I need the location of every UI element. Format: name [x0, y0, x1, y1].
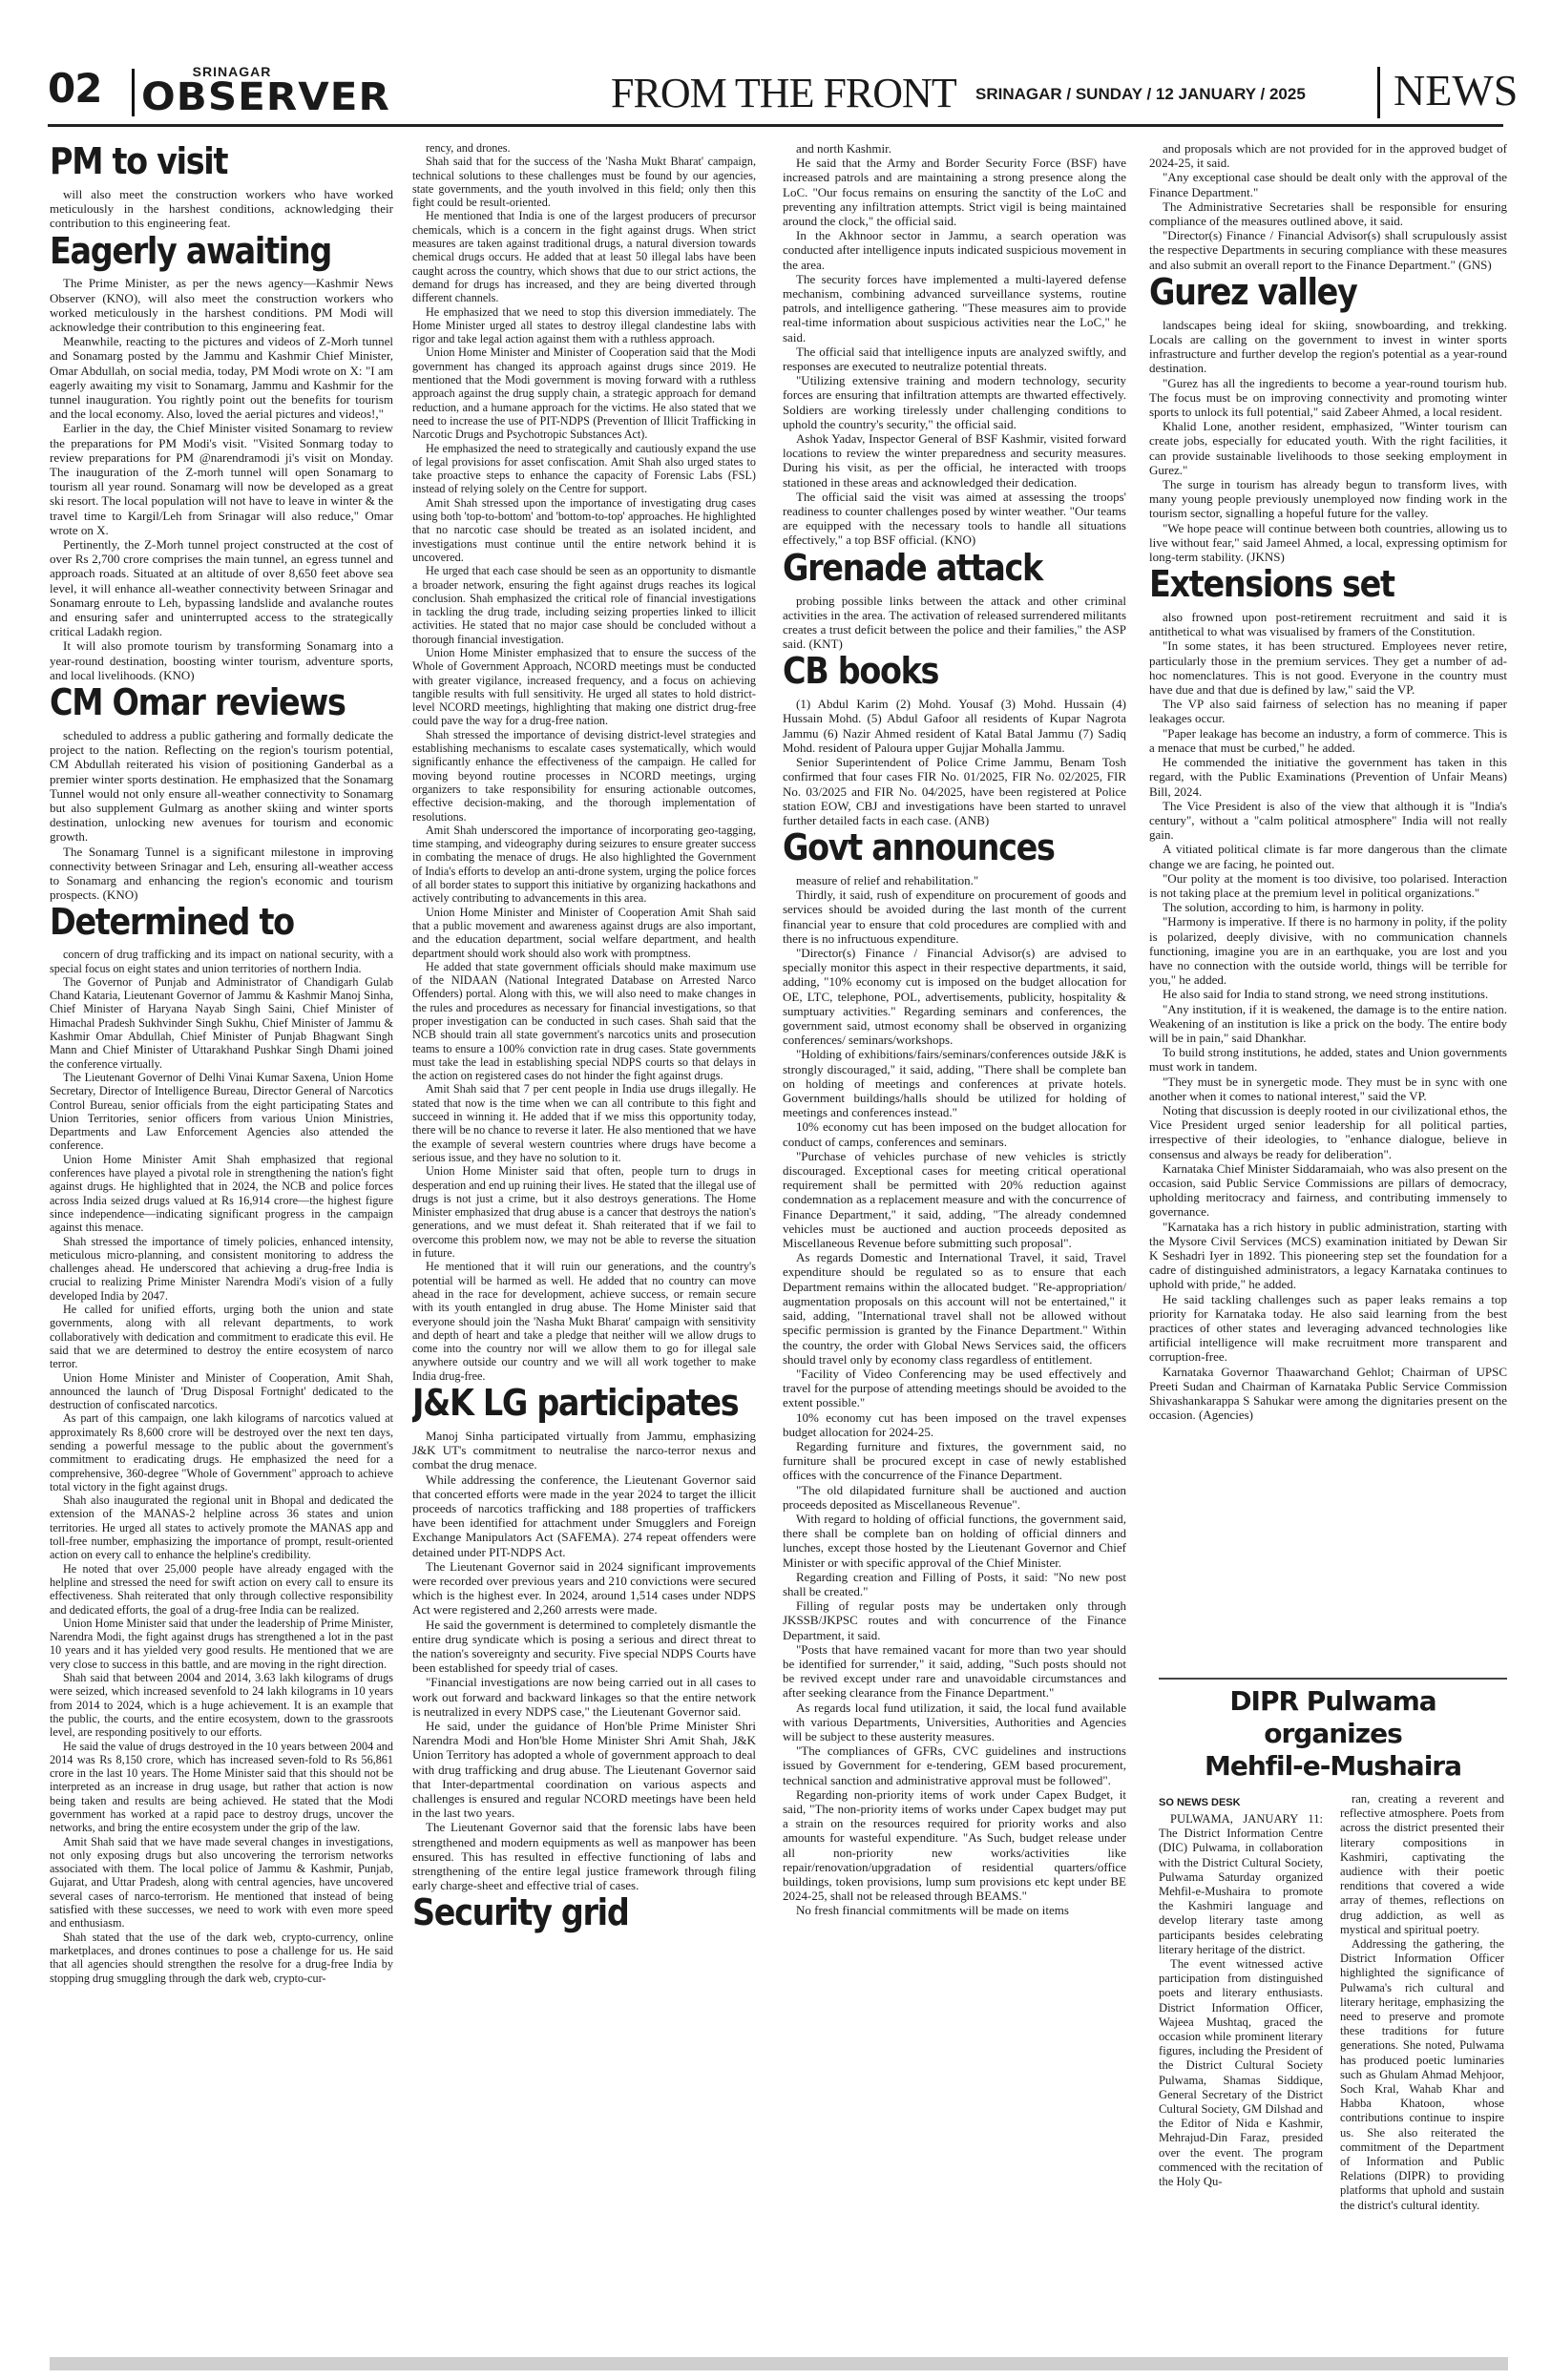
paragraph: The Governor of Punjab and Administrator of Chandigarh Gulab Chand Kataria, Lieutenant Governor of Jammu & Kashmir Manoj Sinha, Chief Minister of Haryana Nayab Singh Saini, Chief Minister of Himachal Pradesh Sukhvinder Singh Sukhu, Chief Minister of Jammu & Kashmir Omar Abdullah, Chief Minister of Punjab Bhagwant Singh Mann and Chief Minister of Uttarakhand Pushkar Singh Dhami joined the conference virtually. [50, 974, 393, 1071]
paragraph: The security forces have implemented a multi-layered defense mechanism, combining advanced surveillance systems, routine patrols, and intelligence gathering. "These measures aim to provide real-time information about suspicious activities near the LoC," he said. [783, 271, 1126, 344]
headline-determined-to: Determined to [50, 901, 294, 944]
paragraph: Shah also inaugurated the regional unit in Bhopal and dedicated the extension of the MANAS-2 helpline across 36 states and union territories. He urged all states to actively promote the MANAS app and toll-free number, emphasizing the importance of prompt, result-oriented action on every call to enhance the helpline's credibility. [50, 1493, 393, 1562]
masthead-divider [1377, 67, 1380, 118]
paragraph: "Our polity at the moment is too divisive, too polarised. Interaction is not taking place at the premium level in political organizations." [1149, 870, 1507, 900]
paragraph: "The compliances of GFRs, CVC guidelines and instructions issued by Government for e-tendering, GEM based procurement, technical sanction and administrative approval must be followed". [783, 1743, 1126, 1787]
column-4 [1149, 141, 1507, 1668]
paragraph: and proposals which are not provided for in the approved budget of 2024-25, it said. [1149, 141, 1507, 171]
paragraph: "Facility of Video Conferencing may be used effectively and travel for the purpose of attending meetings should be avoided to the extent possible." [783, 1366, 1126, 1410]
column-3 [783, 141, 1126, 2374]
paragraph: "Posts that have remained vacant for more than two year should be identified for surrender," it said, adding, "Such posts should not be revived except under rare and unavoidable circumstances and after seeking clearance from the Finance Department." [783, 1641, 1126, 1701]
paragraph: landscapes being ideal for skiing, snowboarding, and trekking. Locals are calling on the government to invest in winter sports infrastructure and further develop the region's potential as a year-round destination. [1149, 317, 1507, 376]
headline-extensions-set: Extensions set [1149, 563, 1394, 606]
paragraph: Amit Shah underscored the importance of incorporating geo-tagging, time stamping, and videography during seizures to ensure greater success in combating the menace of drugs. He also highlighted the Government of India's efforts to develop an anti-drone system, urging the police forces of all border states to support this initiative by organizing hackathons and actively contributing to advancements in this area. [412, 823, 756, 906]
paragraph: Union Home Minister said that under the leadership of Prime Minister, Narendra Modi, the fight against drugs has strengthened a lot in the past 10 years and it has yielded very good results. He mentioned that we are very close to success in this battle, and are moving in the right direction. [50, 1616, 393, 1671]
headline-govt-announces: Govt announces [783, 826, 1055, 869]
box-headline [1159, 1685, 1507, 1783]
paragraph: Union Home Minister said that often, people turn to drugs in desperation and end up ruining their lives. He stated that the illegal use of drugs is not just a crime, but it also destroys generations. The Home Minister emphasized that drug abuse is a cancer that destroys the nation's generations, and we must defeat it. Shah reiterated that if we fail to overcome this problem now, we may not be able to reverse the situation in future. [412, 1164, 756, 1261]
paragraph: (1) Abdul Karim (2) Mohd. Yousaf (3) Mohd. Hussain (4) Hussain Mohd. (5) Abdul Gafoor all residents of Kupar Nagrota Jammu (6) Nazir Ahmed resident of Katal Batal Jammu (7) Sadiq Mohd. resident of Paloura upper Gujjar Mohalla Jammu. [783, 697, 1126, 755]
paragraph: He emphasized the need to strategically and cautiously expand the use of legal provisions for asset confiscation. Amit Shah also urged states to take proactive steps to enhance the capacity of Forensic Labs (FSL) instead of relying solely on the Centre for support. [412, 441, 756, 496]
column-2 [412, 141, 756, 2374]
paragraph: The official said the visit was aimed at assessing the troops' readiness to counter challenges posed by winter weather. "Our teams are equipped with the necessary tools to handle all situations effectively," a top BSF official. (KNO) [783, 489, 1126, 548]
paragraph: Karnataka Governor Thaawarchand Gehlot; Chairman of UPSC Preeti Sudan and Chairman of Karnataka Public Service Commission Shivashankarappa S Sahukar were among the dignitaries present on the occasion. (Agencies) [1149, 1364, 1507, 1423]
paragraph: "Financial investigations are now being carried out in all cases to work out forward and backward linkages so that the entire network is neutralized in every NDPS case," the Lieutenant Governor said. [412, 1675, 756, 1719]
paragraph: probing possible links between the attack and other criminal activities in the area. The activation of released surrendered militants creates a trust deficit between the police and their families," the ASP said. (KNT) [783, 593, 1126, 652]
masthead-divider [132, 69, 135, 116]
paragraph: "Director(s) Finance / Financial Advisor(s) shall scrupulously assist the respective Departments in securing compliance with these measures and also submit an overall report to the Finance Department." (GNS) [1149, 228, 1507, 272]
section-title: FROM THE FRONT [611, 70, 956, 116]
paragraph: "They must be in synergetic mode. They must be in sync with one another when it comes to national interest," said the VP. [1149, 1074, 1507, 1103]
headline-jk-lg-participates: J&K LG participates [412, 1382, 739, 1425]
paragraph: The event witnessed active participation from distinguished poets and literary enthusiasts. District Information Officer, Wajeea Mushtaq, graced the occasion while prominent literary figures, including the President of the District Cultural Society Pulwama, Shamas Siddique, General Secretary of the District Cultural Society, GM Dilshad and the Editor of Nida e Kashmir, Mehrajud-Din Faraz, presided over the event. The program commenced with the recitation of the Holy Qu- [1159, 1957, 1323, 2189]
paragraph: Khalid Lone, another resident, emphasized, "Winter tourism can create jobs, especially for educated youth. With the right facilities, it can provide sustainable livelihoods to those seeking employment in Gurez." [1149, 419, 1507, 477]
paragraph: Shah said that between 2004 and 2014, 3.63 lakh kilograms of drugs were seized, which increased sevenfold to 24 lakh kilograms in 10 years from 2014 to 2024, which is a huge achievement. It is an example that the public, the courts, and the entire ecosystem, down to the grassroots level, are responding positively to our efforts. [50, 1671, 393, 1740]
paragraph: ran, creating a reverent and reflective atmosphere. Poets from across the district presented their literary compositions in Kashmiri, captivating the audience with their poetic renditions that covered a wide array of themes, reflections on drug addiction, as well as mystical and spiritual poetry. [1340, 1792, 1504, 1936]
paragraph: As regards local fund utilization, it said, the local fund available with various Departments, Universities, Authorities and Agencies will be subject to these austerity measures. [783, 1700, 1126, 1743]
headline-pm-to-visit: PM to visit [50, 141, 228, 182]
paragraph: and north Kashmir. [796, 141, 892, 156]
paragraph: scheduled to address a public gathering and formally dedicate the project to the nation. Reflecting on the region's tourism potential, CM Abdullah reiterated his vision of positioning Ganderbal as a premier winter sports destination. He emphasized that the Sonamarg Tunnel would not only ensure all-weather connectivity to Sonamarg but also supplement Gulmarg as another skiing and winter sports destination, unlocking new avenues for tourism and economic growth. [50, 727, 393, 845]
column-1 [50, 141, 393, 2374]
box-headline-line-1: DIPR Pulwama organizes [1229, 1685, 1436, 1749]
paragraph: Union Home Minister emphasized that to ensure the success of the Whole of Government Approach, NCORD meetings must be conducted with greater vigilance, increased frequency, and a focus on achieving tangible results with full sensitivity. He urged all states to hold district-level NCORD meetings, highlighting that making one district drug-free could pave the way for a drug-free nation. [412, 645, 756, 728]
paragraph: The Lieutenant Governor of Delhi Vinai Kumar Saxena, Union Home Secretary, Director of Intelligence Bureau, Director General of Narcotics Control Bureau, senior officials from the eight participating States and Union Territories, senior officers from various Union Ministries, Departments and Law Enforcement Agencies also attended the conference. [50, 1070, 393, 1153]
paragraph: Addressing the gathering, the District Information Officer highlighted the significance of Pulwama's rich cultural and literary heritage, emphasizing the need to preserve and promote these traditions for future generations. She noted, Pulwama has produced poetic luminaries such as Ghulam Ahmad Mehjoor, Soch Kral, Wahab Khar and Habba Khatoon, whose contributions continue to inspire us. She also reiterated the commitment of the Department of Information and Public Relations (DIPR) to providing platforms that uphold and sustain the district's cultural identity. [1340, 1937, 1504, 2212]
paragraph: will also meet the construction workers who have worked meticulously in the harshest conditions, acknowledging their contribution to this engineering feat. [50, 186, 393, 231]
paragraph: The solution, according to him, is harmony in polity. [1163, 900, 1424, 915]
paragraph: He called for unified efforts, urging both the union and state governments, along with all relevant departments, to work collaboratively with dedication and commitment to eradicate this evil. He said that we are determined to destroy the entire ecosystem of narco terror. [50, 1303, 393, 1371]
paragraph: "Purchase of vehicles purchase of new vehicles is strictly discouraged. Exceptional cases for meeting critical operational requirement shall be permitted with 20% reduction against condemnation as a replacement measure and with the concurrence of Finance Department," it said, adding, "The already condemned vehicles must be auctioned and auction proceeds deposited as Miscellaneous Revenue before submitting such proposal". [783, 1148, 1126, 1251]
paragraph: Union Home Minister and Minister of Cooperation said that the Modi government has changed its approach against drugs since 2019. He mentioned that the Modi government is moving forward with a ruthless approach against the drug supply chain, a strategic approach for demand reduction, and a humane approach for the victims. He also stated that we need to increase the use of PIT-NDPS (Prevention of Illicit Trafficking in Narcotic Drugs and Psychotropic Substances Act). [412, 345, 756, 442]
dateline: SRINAGAR / SUNDAY / 12 JANUARY / 2025 [975, 85, 1306, 103]
box-column-1 [1159, 1792, 1323, 2189]
paragraph: Regarding non-priority items of work under Capex Budget, it said, "The non-priority items of works under Capex budget may put a strain on the resources required for priority works and also amounts for wasteful expenditure. "As Such, budget release under all non-priority new works/activities like repair/renovation/upgradation of residential quarters/office buildings, token provisions, lump sum provisions etc kept under BE 2024-25, shall not be released through BEAMS." [783, 1786, 1126, 1904]
box-headline-line-2: Mehfil-e-Mushaira [1205, 1750, 1461, 1782]
paragraph: Shah said that for the success of the 'Nasha Mukt Bharat' campaign, technical solutions to these challenges must be found by our agencies, state governments, and the youth involved in this field; only then this fight could be result-oriented. [412, 155, 756, 210]
paragraph: To build strong institutions, he added, states and Union governments must work in tandem. [1149, 1045, 1507, 1075]
paragraph: He commended the initiative the government has taken in this regard, with the Public Examinations (Prevention of Unfair Means) Bill, 2024. [1149, 755, 1507, 799]
paragraph: "Gurez has all the ingredients to become a year-round tourism hub. The focus must be on improving connectivity and promoting winter sports to unlock its full potential," said Zabeer Ahmed, a local resident. [1149, 375, 1507, 419]
story-box-mehfil-e-mushaira [1159, 1678, 1507, 2372]
paragraph: 10% economy cut has been imposed on the travel expenses budget allocation for 2024-25. [783, 1409, 1126, 1439]
paragraph: "Harmony is imperative. If there is no harmony in polity, if the polity is polarized, deeply divisive, with no communication channels functioning, imagine you are in an earthquake, you are lost and you have no connection with the outside world, things will be terrible for you," he added. [1149, 914, 1507, 988]
paragraph: He emphasized that we need to stop this diversion immediately. The Home Minister urged all states to destroy illegal clandestine labs with rigor and take legal action against them with a ruthless approach. [412, 304, 756, 346]
paragraph: Ashok Yadav, Inspector General of BSF Kashmir, visited forward locations to review the winter preparedness and security measures. During his visit, as per the official, he interacted with troops stationed in these areas and acknowledged their dedication. [783, 431, 1126, 490]
paragraph: The Lieutenant Governor said that the forensic labs have been strengthened and modern equipments as well as manpower has been ensured. This has resulted in effective functioning of labs and strengthening of the entire legal justice framework through filing early charge-sheet and effective trial of cases. [412, 1820, 756, 1893]
paragraph: Noting that discussion is deeply rooted in our civilizational ethos, the Vice President urged senior leadership for all political parties, irrespective of their ideologies, to "enhance dialogue, believe in consensus and always be ready for deliberation". [1149, 1102, 1507, 1161]
paragraph: "Any exceptional case should be dealt only with the approval of the Finance Department." [1149, 170, 1507, 199]
paragraph: "In some states, it has been structured. Employees never retire, particularly those in the premium services. They get a number of ad-hoc nomenclatures. This is not good. Everyone in the country must have due and that due is defined by law," said the VP. [1149, 638, 1507, 698]
paragraph: Shah stressed the importance of timely policies, enhanced intensity, meticulous micro-planning, and consistent monitoring to address the challenges ahead. He underscored that achieving a drug-free India is crucial to realizing Prime Minister Narendra Modi's vision of a fully developed India by 2047. [50, 1234, 393, 1303]
paragraph: He said the government is determined to completely dismantle the entire drug syndicate which is posing a serious and direct threat to the nation's sovereignty and security. Five special NDPS Courts have been established for speedy trial of cases. [412, 1617, 756, 1676]
paragraph: measure of relief and rehabilitation." [796, 873, 979, 887]
paragraph: The Prime Minister, as per the news agency—Kashmir News Observer (KNO), will also meet the construction workers who worked meticulously in the harshest conditions. PM Modi will acknowledge their contribution to this engineering feat. [50, 276, 393, 334]
logo-title: OBSERVER [141, 75, 390, 119]
paragraph: 10% economy cut has been imposed on the budget allocation for conduct of camps, conferences and seminars. [783, 1119, 1126, 1149]
page-number: 02 [48, 65, 102, 112]
paragraph: Amit Shah said that 7 per cent people in India use drugs illegally. He stated that now is the time when we can all contribute to this fight and succeed in winning it. He added that if we miss this opportunity today, there will be no chance to reverse it later. He also mentioned that we have the example of several western countries where drugs have become a serious issue, and they have no solution to it. [412, 1082, 756, 1164]
paragraph: "Holding of exhibitions/fairs/seminars/conferences outside J&K is strongly discouraged," it said, adding, "There shall be complete ban on holding of meetings and conferences at private hotels. Government buildings/halls should be utilized for holding of meetings and conferences instead." [783, 1047, 1126, 1120]
paragraph: He said tackling challenges such as paper leaks remains a top priority for Karnataka today. He also said learning from the best practices of other states and leveraging advanced technologies like artificial intelligence will make recruitment more transparent and corruption-free. [1149, 1291, 1507, 1365]
paragraph: He added that state government officials should make maximum use of the NIDAAN (National Integrated Database on Arrested Narco Offenders) portal. Along with this, we will also need to make changes in the rules and procedures as necessary for financial investigations, so that proper investigation can be conducted in such cases. Shah said that the NCB should train all state government's narcotics units and prosecution teams to ensure a 100% conviction rate in drug cases. State governments must take the lead in establishing special NDPS courts so that delays in the action on registered cases do not hinder the fight against drugs. [412, 959, 756, 1083]
paragraph: While addressing the conference, the Lieutenant Governor said that concerted efforts were made in the year 2024 to target the illicit proceeds of narcotics trafficking and 188 properties of traffickers have been identified for attachment under Smugglers and Foreign Exchange Manipulators Act (SAFEMA). 274 repeat offenders were detained under PIT-NDPS Act. [412, 1472, 756, 1559]
paragraph: A vitiated political climate is far more dangerous than the climate change we are facing, he pointed out. [1149, 842, 1507, 871]
headline-eagerly-awaiting: Eagerly awaiting [50, 229, 331, 272]
paragraph: Amit Shah stressed upon the importance of investigating drug cases using both 'top-to-bottom' and 'bottom-to-top' approaches. He highlighted that no narcotic case should be treated as an isolated incident, and investigations must continue until the entire network behind it is uncovered. [412, 495, 756, 564]
paragraph: With regard to holding of official functions, the government said, there shall be complete ban on holding of official dinners and lunches, except those hosted by the Lieutenant Governor and Chief Minister or with specific approval of the Chief Minister. [783, 1511, 1126, 1570]
paragraph: Shah stressed the importance of devising district-level strategies and establishing mechanisms to escalate cases systematically, which would significantly enhance the effectiveness of the campaign. He called for moving beyond routine processes in NCORD meetings, urging organizers to take responsibility for ensuring actionable outcomes, effective decision-making, and the thorough implementation of resolutions. [412, 727, 756, 824]
paragraph: "Utilizing extensive training and modern technology, security forces are ensuring that infiltration attempts are thwarted effectively. Soldiers are working tirelessly under challenging conditions to uphold the country's security," the official said. [783, 373, 1126, 431]
paragraph: Pertinently, the Z-Morh tunnel project constructed at the cost of over Rs 2,700 crore comprises the main tunnel, an egress tunnel and approach roads. Situated at an altitude of over 8,650 feet above sea level, it will enhance all-weather connectivity between Srinagar and Sonamarg enroute to Leh, bypassing landslide and avalanche routes and ensuring safer and uninterrupted access to the strategically critical Ladakh region. [50, 537, 393, 639]
paragraph: also frowned upon post-retirement recruitment and said it is antithetical to what was visualised by framers of the Constitution. [1149, 610, 1507, 639]
paragraph: "Paper leakage has become an industry, a form of commerce. This is a menace that must be curbed," he added. [1149, 725, 1507, 755]
paragraph: As part of this campaign, one lakh kilograms of narcotics valued at approximately Rs 8,600 crore will be destroyed over the next ten days, sending a powerful message to the public about the government's commitment to eradicating drugs. He emphasized the need for a comprehensive, 360-degree "Whole of Government" approach to achieve total victory in the fight against drugs. [50, 1411, 393, 1493]
paragraph: In the Akhnoor sector in Jammu, a search operation was conducted after intelligence inputs indicated suspicious movement in the area. [783, 228, 1126, 272]
paragraph: Union Home Minister Amit Shah emphasized that regional conferences have played a pivotal role in strengthening the nation's fight against drugs. He highlighted that in 2024, the NCB and police forces across India seized drugs valued at Rs 16,914 crore—the highest figure since independence—indicating significant progress in the campaign against this menace. [50, 1152, 393, 1235]
paragraph: He mentioned that it will ruin our generations, and the country's potential will be harmed as well. He added that no country can move ahead in the race for development, achieve success, or remain secure with its youth entangled in drug abuse. The Home Minister said that everyone should join the 'Nasha Mukt Bharat' campaign with sensitivity and depth of heart and take a pledge that neither will we allow drugs to come into the country nor will we allow them to go for illegal sale anywhere outside our country and we will all work together to make India drug-free. [412, 1260, 756, 1383]
paragraph: Union Home Minister and Minister of Cooperation Amit Shah said that a public movement and awareness against drugs are also important, and the education department, social welfare department, and health department should work should also work with promptness. [412, 905, 756, 960]
paragraph: He urged that each case should be seen as an opportunity to dismantle a broader network, ensuring the fight against drugs reaches its logical conclusion. Shah emphasized the critical role of financial investigations in tackling the drug trade, including seizing properties linked to illicit activities. He stated that no major case should be concluded without a thorough financial investigation. [412, 564, 756, 646]
paragraph: Thirdly, it said, rush of expenditure on procurement of goods and services should be avoided during the last month of the current financial year to ensure that cold procedures are complied with and there is no infructuous expenditure. [783, 887, 1126, 946]
paragraph: It will also promote tourism by transforming Sonamarg into a year-round destination, boosting winter tourism, adventure sports, and local livelihoods. (KNO) [50, 638, 393, 682]
paragraph: The VP also said fairness of selection has no meaning if paper leakages occur. [1149, 697, 1507, 726]
paragraph: The Vice President is also of the view that although it is "India's century", without a "calm political atmosphere" India will not really gain. [1149, 798, 1507, 843]
headline-grenade-attack: Grenade attack [783, 546, 1042, 589]
paragraph: The surge in tourism has already begun to transform lives, with many young people previously unemployed now finding work in the tourism sector, signalling a hopeful future for the valley. [1149, 476, 1507, 521]
headline-gurez-valley: Gurez valley [1149, 270, 1357, 313]
logo-city: SRINAGAR [192, 64, 272, 79]
paragraph: He noted that over 25,000 people have already engaged with the helpline and stressed the need for swift action on every call to ensure its effectiveness. Shah reiterated that only through collective responsibility and dedicated efforts, the goal of a drug-free India can be realized. [50, 1561, 393, 1617]
paragraph: "We hope peace will continue between both countries, allowing us to live without fear," said Jameel Ahmed, a local, expressing optimism for long-term stability. (JKNS) [1149, 520, 1507, 564]
headline-security-grid: Security grid [412, 1891, 629, 1934]
byline: SO NEWS DESK [1159, 1797, 1241, 1808]
paragraph: Senior Superintendent of Police Crime Jammu, Benam Tosh confirmed that four cases FIR No. 01/2025, FIR No. 02/2025, FIR No. 03/2025 and FIR No. 04/2025, have been registered at Police station EOW, CBJ and investigations have been started to unravel further detailed facts in each case. (ANB) [783, 755, 1126, 827]
page-bottom-rule [50, 2357, 1508, 2370]
paragraph: Earlier in the day, the Chief Minister visited Sonamarg to review the preparations for PM Modi's visit. "Visited Sonmarg today to review preparations for PM @narendramodi ji's visit on Monday. The inauguration of the Z-morh tunnel will open Sonamarg to tourism all year round. Sonamarg will now be developed as a great ski resort. The local population will not have to leave in winter & the travel time to Kargil/Leh from Srinagar will also reduce," Omar wrote on X. [50, 421, 393, 537]
paragraph: The Administrative Secretaries shall be responsible for ensuring compliance of the measures outlined above, it said. [1149, 198, 1507, 229]
paragraph: The Lieutenant Governor said in 2024 significant improvements were recorded over previous years and 210 convictions were secured which is the highest ever. In 2024, around 1,514 cases under NDPS Act were registered and 2,260 arrests were made. [412, 1558, 756, 1618]
paragraph: rency, and drones. [426, 141, 511, 155]
paragraph: The official said that intelligence inputs are analyzed swiftly, and responses are executed to neutralize potential threats. [783, 344, 1126, 374]
newspaper-logo[interactable] [141, 64, 466, 119]
paragraph: He also said for India to stand strong, we need strong institutions. [1163, 987, 1489, 1002]
paragraph: Karnataka Chief Minister Siddaramaiah, who was also present on the occasion, said Public Service Commissions are pillars of democracy, upholding meritocracy and fairness, and contributing immensely to governance. [1149, 1160, 1507, 1220]
box-column-2 [1340, 1792, 1504, 2213]
paragraph: As regards Domestic and International Travel, it said, Travel expenditure should be regulated so as to ensure that each Department remains within the allocated budget. "Re-appropriation/ augmentation proposals on this account will not be entertained," it said, adding, "International travel shall not be allowed without specific permission is granted by the Finance Department." Within the country, the order with Global News Services said, the officers should travel only by economy class regardless of entitlement. [783, 1250, 1126, 1367]
paragraph: He said the value of drugs destroyed in the 10 years between 2004 and 2014 was Rs 8,150 crore, which has increased seven-fold to Rs 56,861 crore in the last 10 years. The Home Minister said that this should not be interpreted as an increase in drug usage, but rather that action is now being taken and results are being achieved. He stated that the Modi government has worked at a rapid pace to destroy drugs, uncover the networks, and bring the entire ecosystem under the grip of the law. [50, 1739, 393, 1835]
paragraph: "Any institution, if it is weakened, the damage is to the entire nation. Weakening of an institution is like a prick on the body. The entire body will be in pain," said Dhankhar. [1149, 1001, 1507, 1045]
paragraph: Filling of regular posts may be undertaken only through JKSSB/JKPSC routes and with concurrence of the Finance Department, it said. [783, 1598, 1126, 1642]
paragraph: Shah stated that the use of the dark web, crypto-currency, online marketplaces, and drones continues to pose a challenge for us. He said that all agencies should strengthen the resolve for a drug-free India by stopping drug smuggling through the dark web, crypto-cur- [50, 1930, 393, 1985]
paragraph: Regarding creation and Filling of Posts, it said: "No new post shall be created." [783, 1569, 1126, 1598]
headline-cm-omar-reviews: CM Omar reviews [50, 681, 346, 724]
paragraph: Amit Shah said that we have made several changes in investigations, not only exposing drugs but also uncovering the terrorism networks associated with them. The local police of Jammu & Kashmir, Punjab, Gujarat, and Uttar Pradesh, along with central agencies, have uncovered several cases of narco-terrorism. He mentioned that instead of being satisfied with these successes, we need to work with even more speed and enthusiasm. [50, 1834, 393, 1931]
headline-cb-books: CB books [783, 650, 939, 693]
paragraph: The Sonamarg Tunnel is a significant milestone in improving connectivity between Srinagar and Leh, ensuring all-weather access to Sonamarg and enhancing the region's economic and tourism prospects. (KNO) [50, 844, 393, 903]
paragraph: concern of drug trafficking and its impact on national security, with a special focus on eight states and union territories of northern India. [50, 948, 393, 975]
section-category: NEWS [1394, 66, 1519, 115]
paragraph: Union Home Minister and Minister of Cooperation, Amit Shah, announced the launch of 'Drug Disposal Fortnight' dedicated to the destruction of confiscated narcotics. [50, 1370, 393, 1412]
paragraph: PULWAMA, JANUARY 11: The District Information Centre (DIC) Pulwama, in collaboration with the District Cultural Society, Pulwama Saturday organized Mehfil-e-Mushaira to promote the Kashmiri language and develop literary taste among participants besides celebrating literary heritage of the district. [1159, 1812, 1323, 1956]
paragraph: "The old dilapidated furniture shall be auctioned and auction proceeds deposited as Miscellaneous Revenue". [783, 1482, 1126, 1512]
paragraph: Meanwhile, reacting to the pictures and videos of Z-Morh tunnel and Sonamarg posted by the Jammu and Kashmir Chief Minister, Omar Abdullah, on social media, today, PM Modi wrote on X: "I am eagerly awaiting my visit to Sonamarg, Jammu and Kashmir for the tunnel inauguration. You rightly point out the benefits for tourism and the local economy. Also, loved the aerial pictures and videos!," [50, 334, 393, 422]
masthead [48, 63, 1519, 127]
paragraph: No fresh financial commitments will be made on items [796, 1903, 1069, 1918]
paragraph: "Karnataka has a rich history in public administration, starting with the Mysore Civil Services (MCS) examination initiated by Dewan Sir K Seshadri Iyer in 1892. This pioneering step set the foundation for a cadre of distinguished administrators, a legacy Karnataka continues to uphold with pride," he added. [1149, 1219, 1507, 1292]
paragraph: "Director(s) Finance / Financial Advisor(s) are advised to specially monitor this aspect in their respective departments, it said, adding, "10% economy cut is imposed on the budget allocation for OE, LTC, telephone, POL, advertisements, publicity, hospitality & sumptuary activities." Regarding seminars and conferences, the government said, utmost economy shall be observed in organizing conferences/ seminars/workshops. [783, 946, 1126, 1048]
paragraph: Manoj Sinha participated virtually from Jammu, emphasizing J&K UT's commitment to neutralise the narco-terror nexus and combat the drug menace. [412, 1428, 756, 1472]
paragraph: He said, under the guidance of Hon'ble Prime Minister Shri Narendra Modi and Hon'ble Home Minister Shri Amit Shah, J&K Union Territory has adopted a whole of government approach to deal with drug trafficking and drug abuse. The Lieutenant Governor said that Inter-departmental coordination on various aspects and challenges is ensured and regular NCORD meetings have been held in the last two years. [412, 1718, 756, 1821]
paragraph: He said that the Army and Border Security Force (BSF) have increased patrols and are maintaining a strong presence along the LoC. "Our focus remains on ensuring the sanctity of the LoC and preventing any infiltration attempts. Strict vigil is being maintained around the clock," the official said. [783, 156, 1126, 229]
paragraph: Regarding furniture and fixtures, the government said, no furniture shall be procured except in case of newly established offices with the concurrence of the Finance Department. [783, 1438, 1126, 1483]
paragraph: He mentioned that India is one of the largest producers of precursor chemicals, which is a concern in the fight against drugs. When strict measures are taken against traditional drugs, a natural diversion towards chemical drugs occurs. He added that at least 50 illegal labs have been caught across the country, which shows that due to our strict actions, the demand for drugs has increased, and they are being diverted through different channels. [412, 209, 756, 305]
